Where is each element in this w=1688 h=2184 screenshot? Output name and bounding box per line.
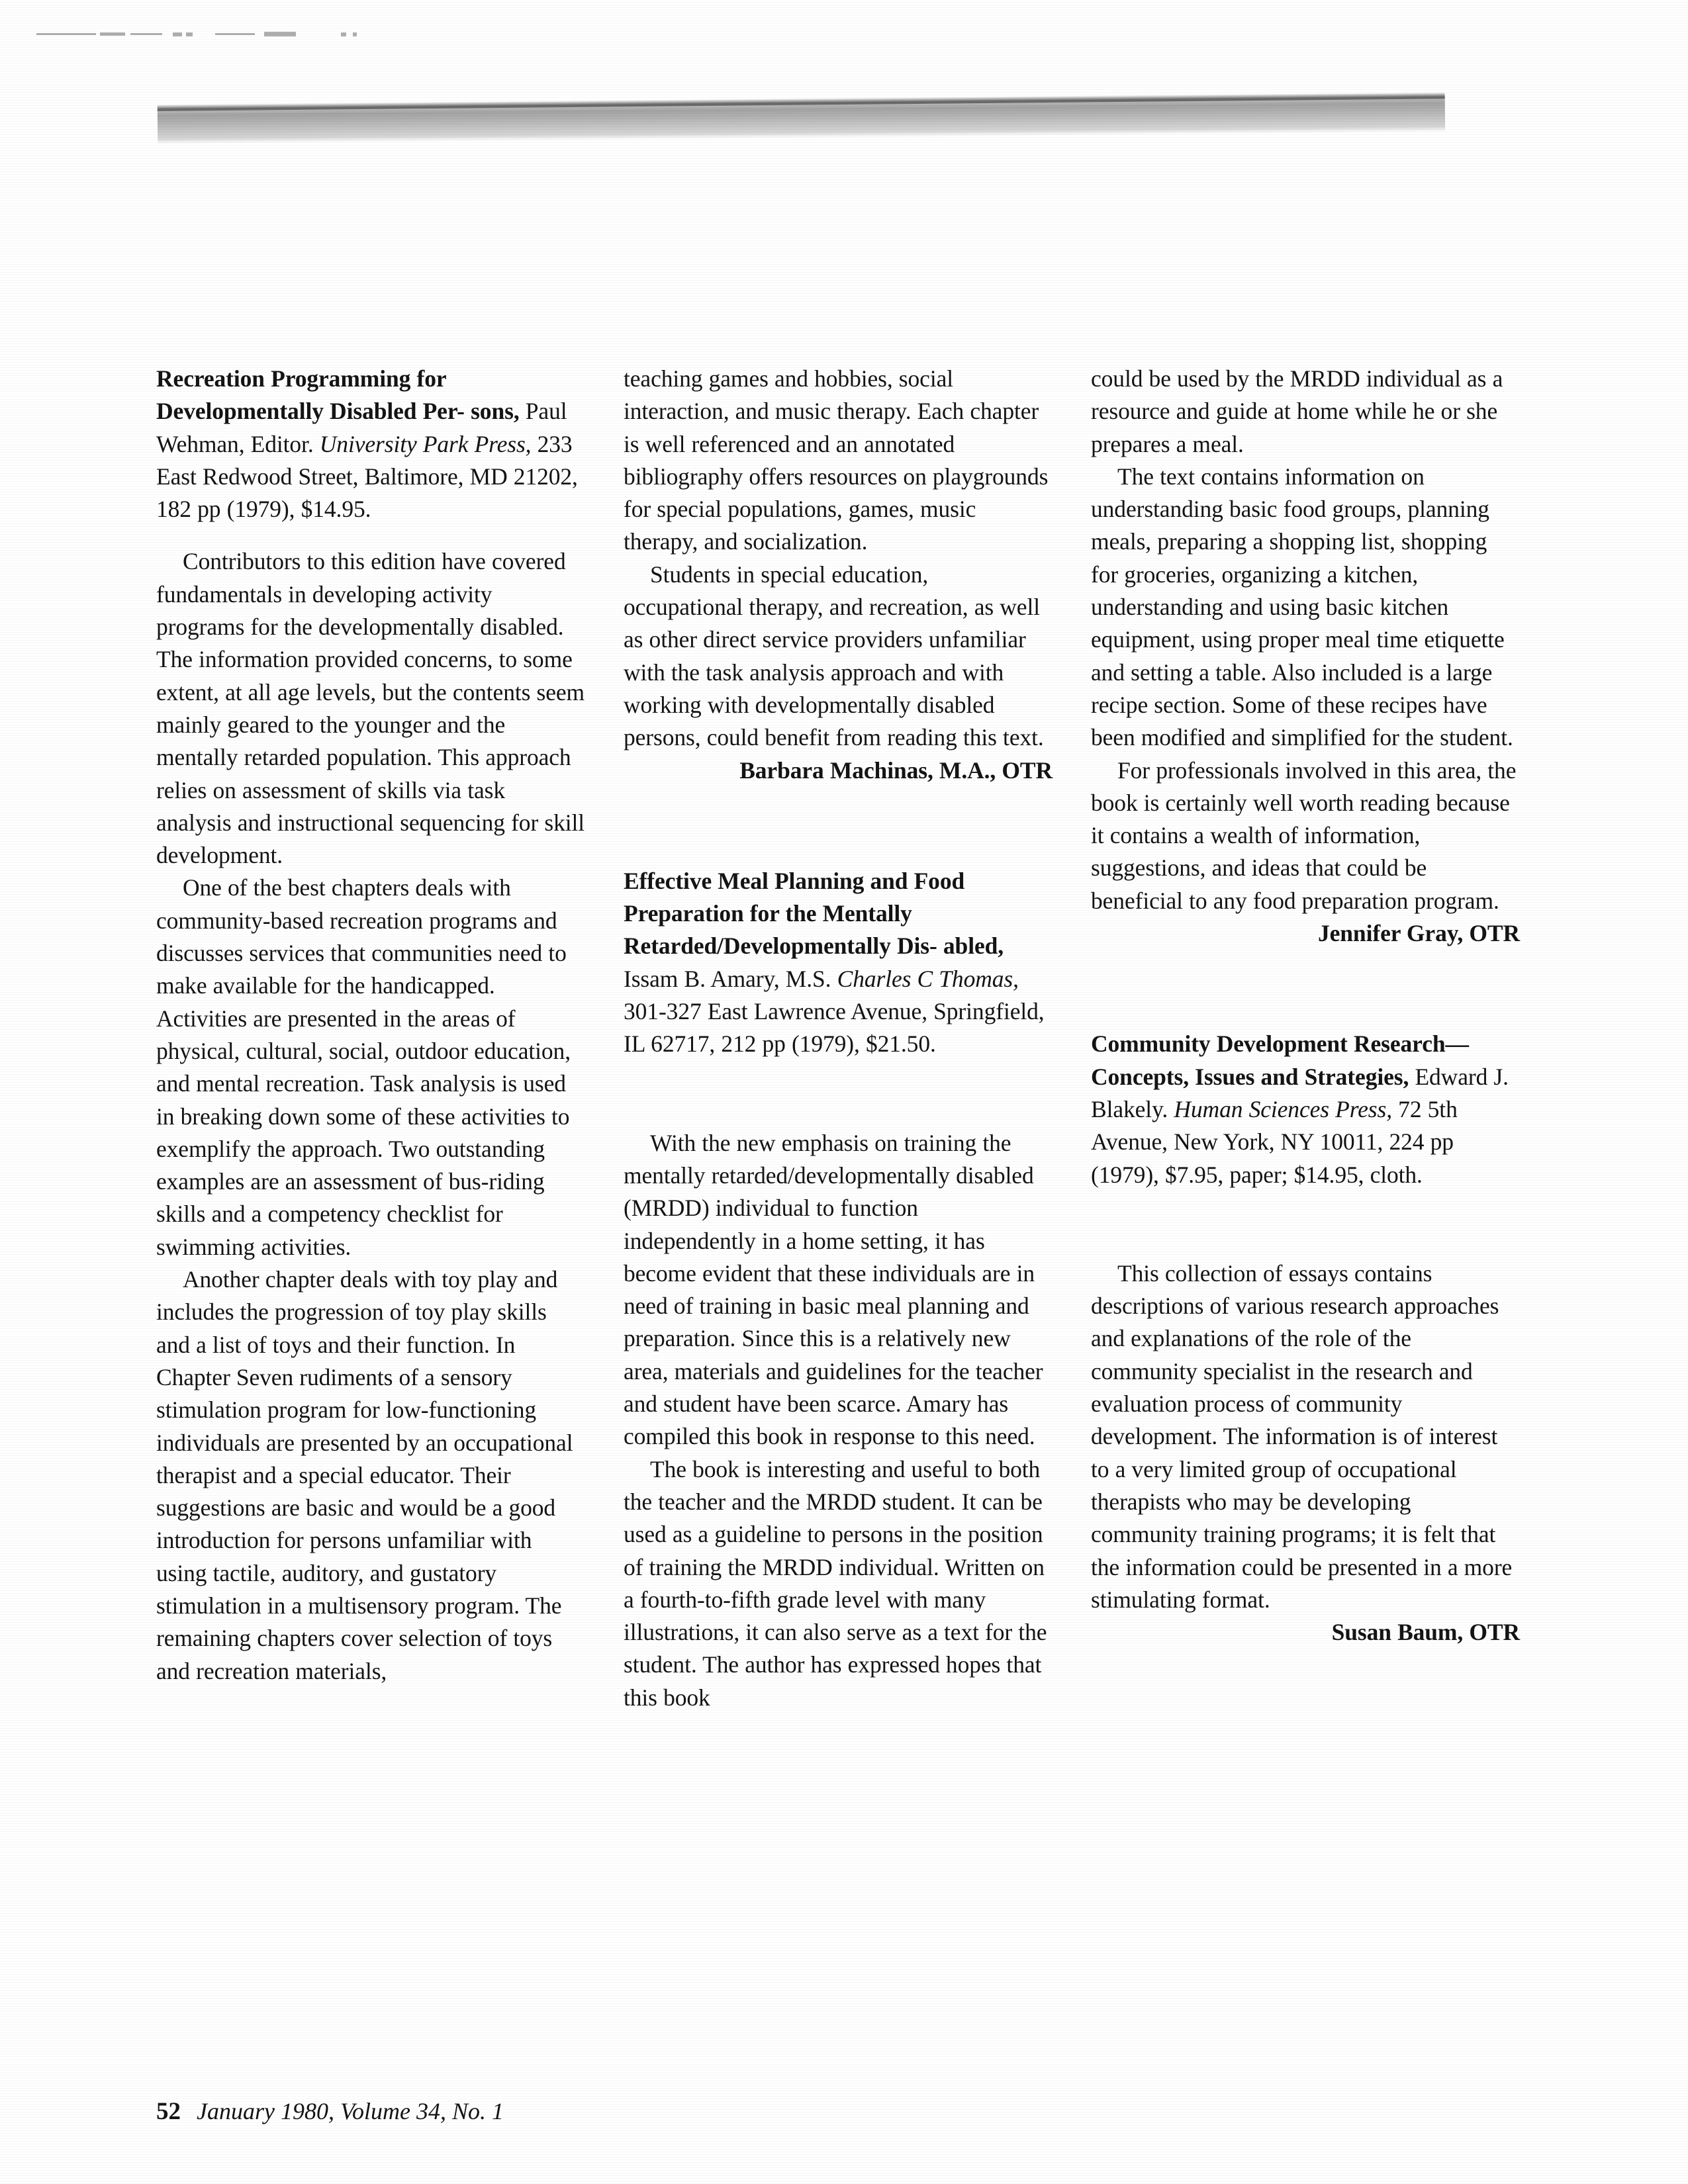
page-number: 52 [156,2098,181,2125]
reviewer-byline-gray: Jennifer Gray, OTR [1317,920,1520,947]
book-author-recreation: Paul Wehman, Editor. [156,398,567,457]
book-title-line-3: Retarded/Developmentally Dis- [624,933,937,960]
review-paragraph: This collection of essays contains descriptions of various research approaches and explanations of the role of the community specialist in the research and evaluation process of community development. The information is of interest to a very limited group of occupational therapists who may be developing community training programs; it is felt that the information could be presented in a more stimulating format. [1091,1259,1513,1613]
column-2 [624,363,1053,1714]
book-author-community-development: Edward J. Blakely. [1091,1063,1509,1122]
book-title-effective-meal-planning [624,865,1053,1061]
book-publication-details-community-development: 72 5th Avenue, New York, NY 10011, 224 pp (1979), $7.95, paper; $14.95, cloth. [1091,1095,1458,1188]
book-author-meal-planning: Issam B. Amary, M.S. [624,965,837,992]
scan-header-smudge [158,97,1445,140]
book-title-line-2: Research—Concepts, Issues and [1091,1030,1469,1090]
column-1 [156,363,585,1714]
review-paragraph: With the new emphasis on training the mentally retarded/developmentally disabled (MRDD) individual to function independently in a home setting, it has become evident that these individuals are in need of training in basic meal planning and preparation. Since this is a relatively new area, materials and guidelines for the teacher and student have been scarce. Amary has compiled this book in response to this need. [624,1129,1043,1450]
review-paragraph: The text contains information on understanding basic food groups, planning meals, preparing a shopping list, shopping for groceries, organizing a kitchen, understanding and using basic kitchen equipment, using proper meal time etiquette and setting a table. Also included is a large recipe section. Some of these recipes have been modified and simplified for the student. [1091,463,1513,751]
book-title-line-2: Developmentally Disabled Per- [156,398,465,425]
book-title-line-3: sons, [471,398,520,425]
book-title-line-3: Strategies, [1304,1063,1409,1090]
book-title-line-1: Effective Meal Planning and Food [624,867,965,894]
review-paragraph: One of the best chapters deals with community-based recreation programs and discusses services that communities need to make available for the handicapped. Activities are presented in the areas of physical, cultural, social, outdoor education, and mental recreation. Task analysis is used in breaking down some of these activities to exemplify the approach. Two outstanding examples are an assessment of bus-riding skills and a competency checklist for swimming activities. [156,874,571,1260]
review-paragraph: For professionals involved in this area, the book is certainly well worth reading because it contains a wealth of information, suggestions, and ideas that could be beneficial to any food preparation program. [1091,756,1517,914]
journal-issue-line: January 1980, Volume 34, No. 1 [197,2098,504,2124]
reviewer-byline-machinas: Barbara Machinas, M.A., OTR [739,756,1053,784]
review-paragraph-continued: could be used by the MRDD individual as a resource and guide at home while he or she prepares a meal. [1091,365,1503,457]
book-title-recreation-programming [156,363,585,525]
book-publisher-recreation: University Park Press, [319,430,532,457]
book-publisher-meal-planning: Charles C Thomas, [837,965,1019,992]
article-columns [156,363,1520,1714]
review-paragraph: Students in special education, occupational therapy, and recreation, as well as other direct service providers unfamiliar with the task analysis approach and with working with developmentally disabled persons, could benefit from reading this text. [624,561,1044,751]
book-title-line-4: abled, [943,933,1004,960]
book-title-line-1: Recreation Programming for [156,365,447,392]
review-paragraph: Contributors to this edition have covered fundamentals in developing activity programs for the developmentally disabled. The information provided concerns, to some extent, at all age levels, but the contents seem mainly geared to the younger and the mentally retarded population. This approach relies on assessment of skills via task analysis and instructional sequencing for skill development. [156,548,585,869]
book-title-line-2: Preparation for the Mentally [624,900,912,927]
review-paragraph: The book is interesting and useful to both the teacher and the MRDD student. It can be used as a guideline to persons in the position of training the MRDD individual. Written on a fourth-to-fifth grade level with many illustrations, it can also serve as a text for the student. The author has expressed hopes that this book [624,1455,1047,1711]
reviewer-byline-baum: Susan Baum, OTR [1331,1619,1520,1646]
book-publisher-community-development: Human Sciences Press, [1174,1095,1392,1122]
book-title-community-development [1091,1028,1520,1191]
book-publication-details-recreation: 233 East Redwood Street, Baltimore, MD 21202, 182 pp (1979), $14.95. [156,430,578,523]
book-publication-details-meal-planning: 301-327 East Lawrence Avenue, Springfield, IL 62717, 212 pp (1979), $21.50. [624,998,1045,1058]
book-title-line-1: Community Development [1091,1030,1348,1058]
review-paragraph: Another chapter deals with toy play and includes the progression of toy play skills and a list of toys and their function. In Chapter Seven rudiments of a sensory stimulation program for low-functioning individuals are presented by an occupational therapist and a special educator. Their suggestions are basic and would be a good introduction for persons unfamiliar with using tactile, auditory, and gustatory stimulation in a multisensory program. The remaining chapters cover selection of toys and recreation materials, [156,1266,573,1684]
scan-speckles [36,30,460,40]
column-3 [1091,363,1520,1714]
page-footer [156,2097,504,2126]
review-paragraph-continued: teaching games and hobbies, social interaction, and music therapy. Each chapter is well referenced and an annotated bibliography offers resources on playgrounds for special populations, games, music therapy, and socialization. [624,365,1049,555]
